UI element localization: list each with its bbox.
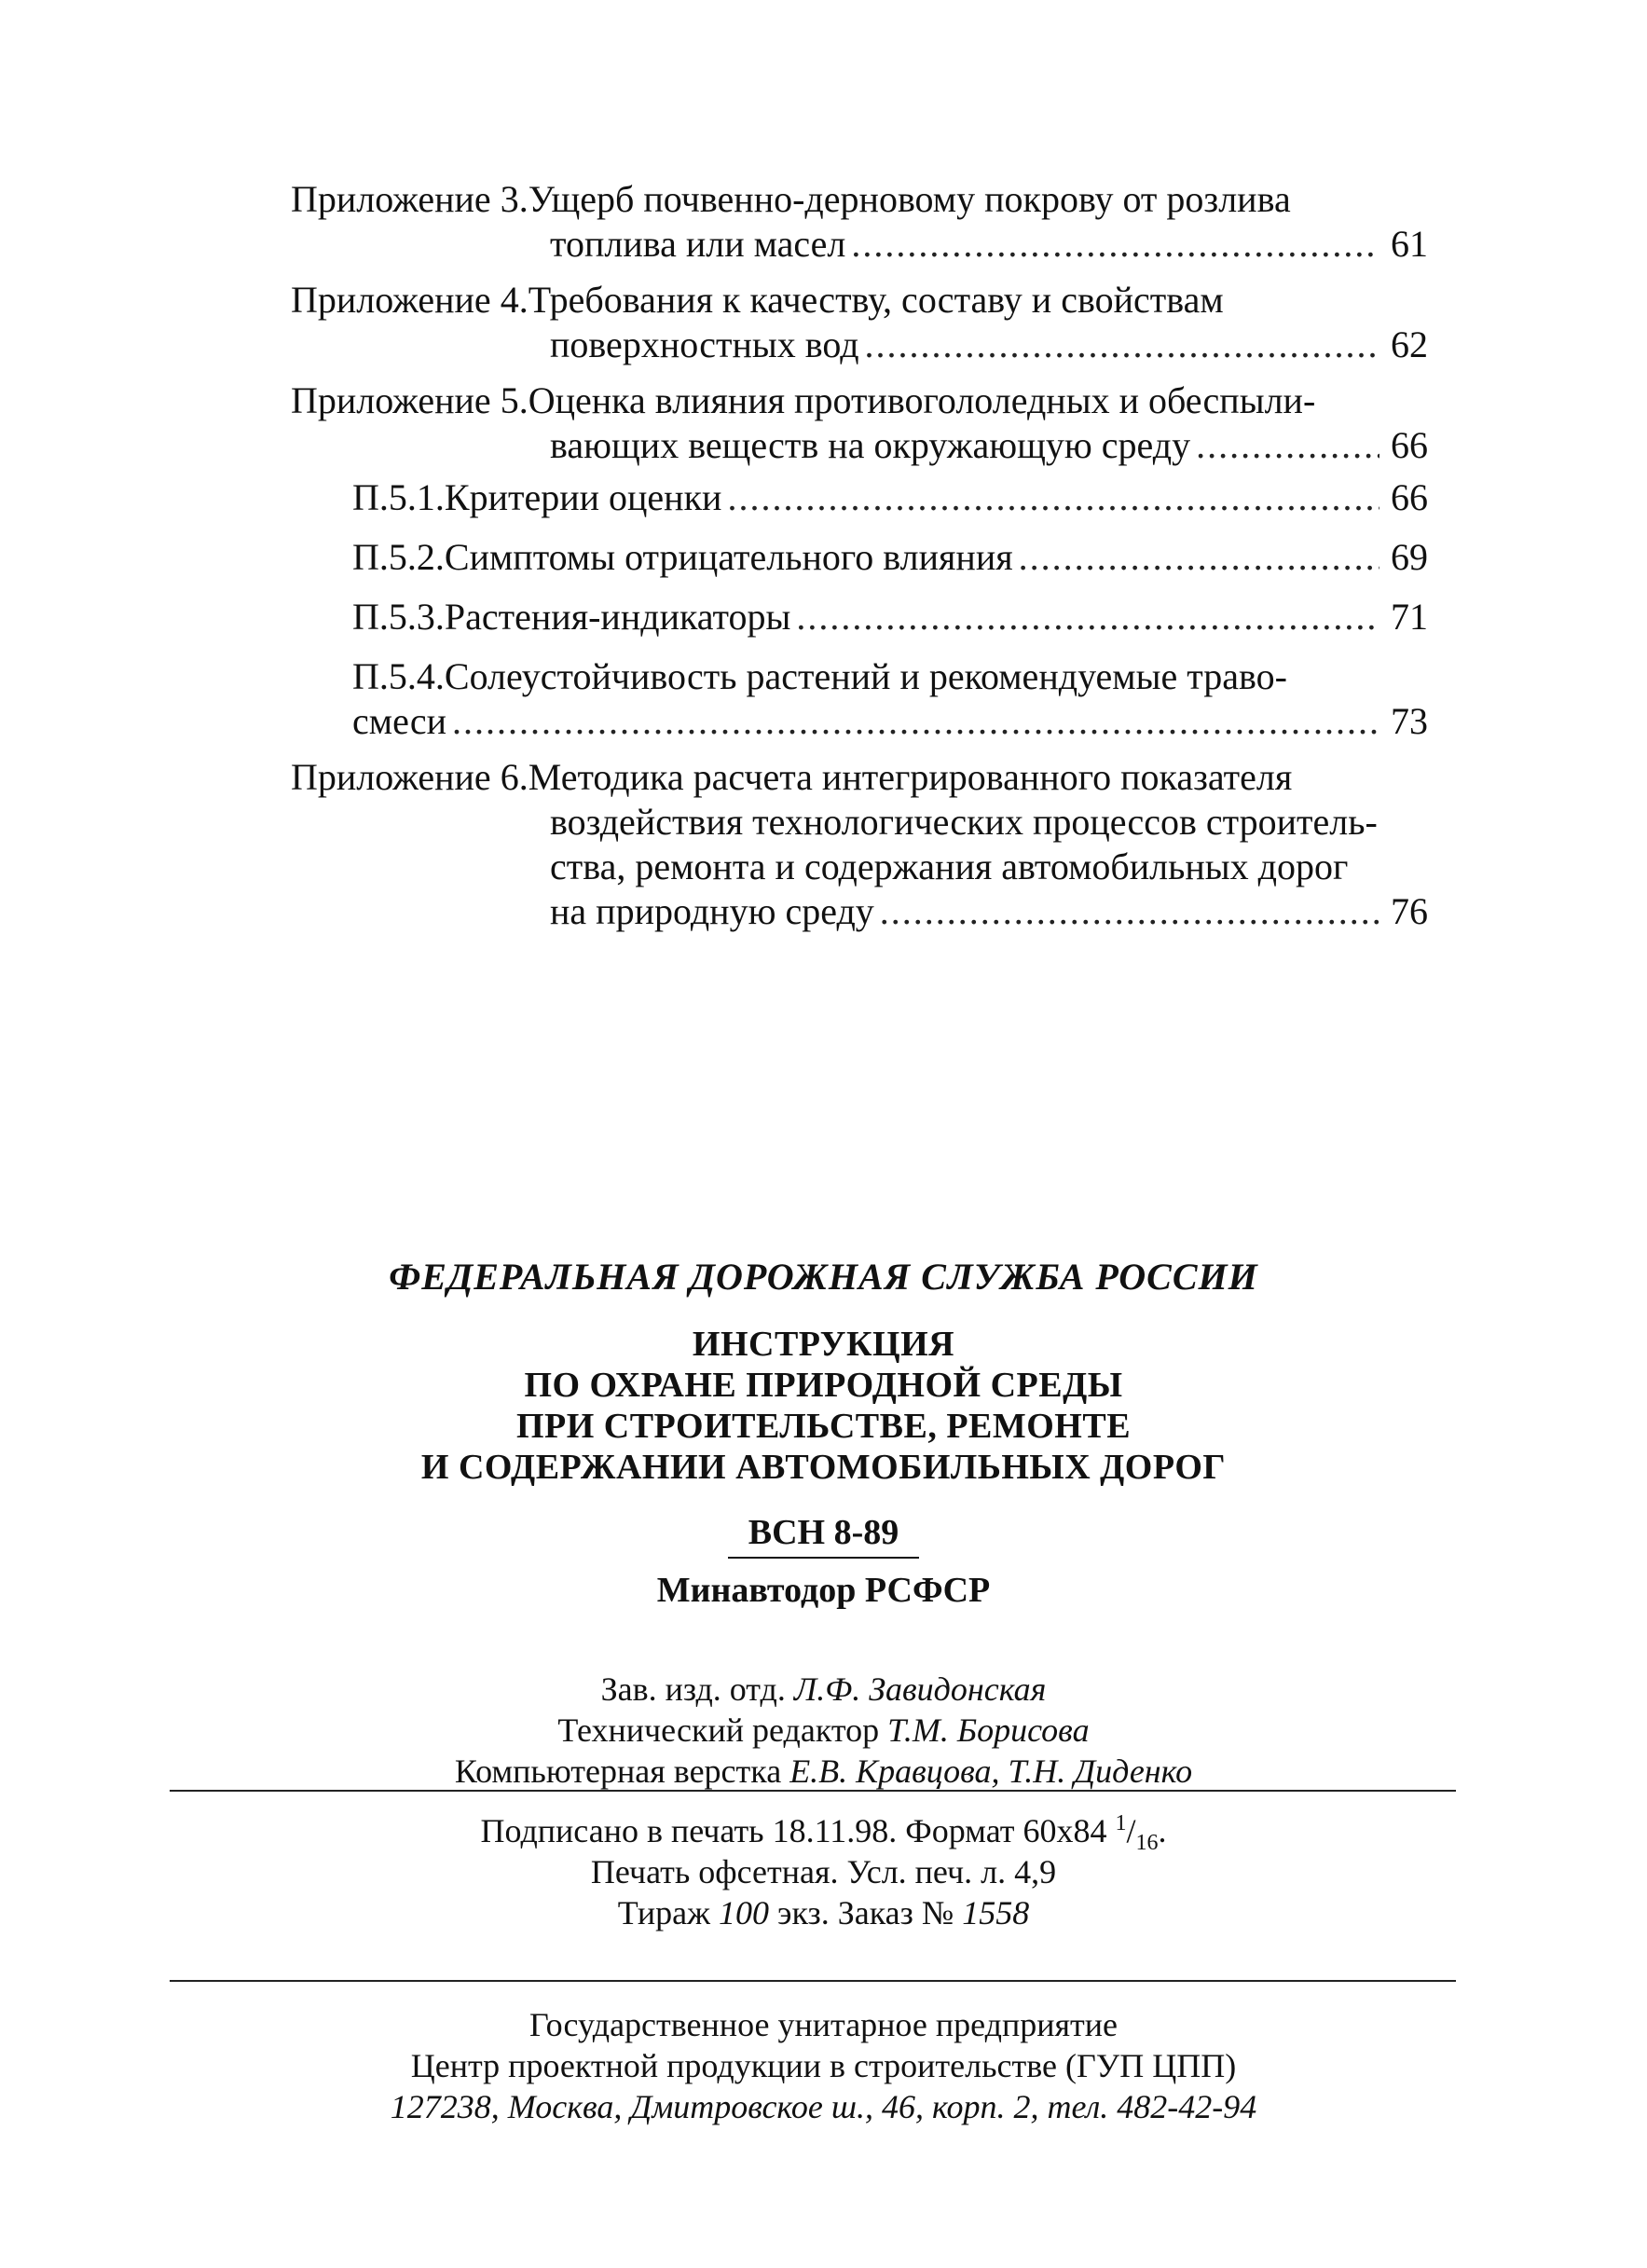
toc-label: П.5.3. [352,596,445,638]
credit-role: Технический редактор [557,1711,888,1749]
toc-page-number: 66 [1391,424,1428,466]
toc-line [291,222,1428,267]
toc-leader-dots [865,323,1379,367]
print-run-label: Тираж [617,1894,719,1931]
toc-line [291,699,1428,744]
print-signed-end: . [1158,1812,1167,1849]
toc-leader-dots [880,889,1379,934]
toc-page-number: 69 [1391,536,1428,578]
format-fraction-numerator: 1 [1115,1811,1127,1835]
toc-page-number: 71 [1391,596,1428,638]
print-run-value: 100 [719,1894,769,1931]
credits-block [0,1669,1647,1792]
toc-page-number: 66 [1391,476,1428,518]
credit-line [0,1669,1647,1710]
print-offset-line: Печать офсетная. Усл. печ. л. 4,9 [590,1853,1057,1890]
toc-page-number: 73 [1391,700,1428,742]
toc-line [291,654,1428,699]
divider [170,1980,1456,1982]
toc-leader-dots [796,595,1379,639]
document-title [0,1324,1647,1488]
toc-text: Требования к качеству, составу и свойствам [528,279,1224,321]
title-line: И СОДЕРЖАНИИ АВТОМОБИЛЬНЫХ ДОРОГ [420,1448,1227,1487]
toc-label: П.5.2. [352,536,445,578]
toc-leader-dots [1019,535,1379,580]
toc-label: П.5.1. [352,476,445,518]
divider [170,1790,1456,1792]
toc-line [291,755,1428,800]
toc-line [291,278,1428,323]
print-order-number: 1558 [962,1894,1030,1931]
ministry-name: Минавтодор РСФСР [656,1571,991,1610]
toc-text: на природную среду [550,890,874,932]
toc-line [291,889,1428,934]
toc-entry [291,475,1428,520]
toc-entry [291,595,1428,639]
toc-leader-dots [727,475,1379,520]
toc-text: Симптомы отрицательного влияния [444,536,1013,578]
toc-line [291,423,1428,468]
toc-text: Ущерб почвенно-дерновому покрову от розлива [528,178,1291,220]
toc-text: Солеустойчивость растений и рекомендуемые траво- [444,655,1287,697]
toc-entry [291,654,1428,744]
toc-label: Приложение 5. [291,379,528,421]
document-code-wrap [0,1512,1647,1559]
credit-role: Компьютерная верстка [454,1753,790,1790]
toc-label: Приложение 3. [291,178,528,220]
toc-text: Растения-индикаторы [444,596,791,638]
print-details [0,1810,1647,1933]
toc-page-number: 61 [1391,223,1428,265]
publisher-block [0,2004,1647,2127]
toc-text: Оценка влияния противогололедных и обеспыли- [528,379,1316,421]
toc-line [291,475,1428,520]
toc-entry [291,535,1428,580]
title-line: ПРИ СТРОИТЕЛЬСТВЕ, РЕМОНТЕ [515,1407,1132,1446]
toc-entry [291,278,1428,367]
toc-line [291,177,1428,222]
toc-line [291,378,1428,423]
toc-label: Приложение 4. [291,279,528,321]
print-signed-text: Подписано в печать 18.11.98. Формат 60x84 [480,1812,1116,1849]
toc-text: Критерии оценки [444,476,722,518]
toc-text: вающих веществ на окружающую среду [550,424,1191,466]
credit-name: Т.М. Борисова [887,1711,1090,1749]
publisher-line: Государственное унитарное предприятие [528,2006,1119,2043]
toc-line [291,535,1428,580]
toc-text: воздействия технологических процессов строитель- [550,801,1378,843]
print-run-unit: экз. Заказ № [769,1894,963,1931]
publisher-line: Центр проектной продукции в строительстве (ГУП ЦПП) [410,2047,1237,2084]
toc-text: смеси [352,700,446,742]
toc-line [291,845,1428,889]
toc-page-number: 76 [1391,890,1428,932]
toc-entry [291,177,1428,267]
credit-role: Зав. изд. отд. [600,1670,794,1708]
document-code: ВСН 8-89 [728,1512,920,1559]
toc-leader-dots [851,222,1379,267]
format-fraction-denominator: 16 [1135,1831,1159,1856]
toc-entry [291,755,1428,934]
toc-text: ства, ремонта и содержания автомобильных дорог [550,845,1349,887]
publisher-address: 127238, Москва, Дмитровское ш., 46, корп. 2, тел. 482-42-94 [390,2088,1257,2125]
toc-line [291,323,1428,367]
toc-label: Приложение 6. [291,756,528,798]
toc-line [291,595,1428,639]
title-line: ИНСТРУКЦИЯ [692,1325,955,1364]
toc-leader-dots [452,699,1379,744]
print-run-line [0,1892,1647,1933]
print-signed-line: Подписано в печать 18.11.98. Формат 60x84 $^1/_{16}$. [480,1811,1167,1856]
title-line: ПО ОХРАНЕ ПРИРОДНОЙ СРЕДЫ [524,1366,1123,1405]
credit-line [0,1751,1647,1792]
credit-line [0,1710,1647,1751]
toc-text: Методика расчета интегрированного показателя [528,756,1293,798]
toc-label: П.5.4. [352,655,445,697]
toc-line [291,800,1428,845]
toc-entry [291,378,1428,468]
credit-name: Л.Ф. Завидонская [793,1670,1047,1708]
toc-leader-dots [1196,423,1379,468]
toc-text: топлива или масел [550,223,846,265]
toc-text: поверхностных вод [550,323,859,365]
toc-page-number: 62 [1391,323,1428,365]
agency-name: ФЕДЕРАЛЬНАЯ ДОРОЖНАЯ СЛУЖБА РОССИИ [389,1256,1258,1298]
credit-name: Е.В. Кравцова, Т.Н. Диденко [789,1753,1193,1790]
